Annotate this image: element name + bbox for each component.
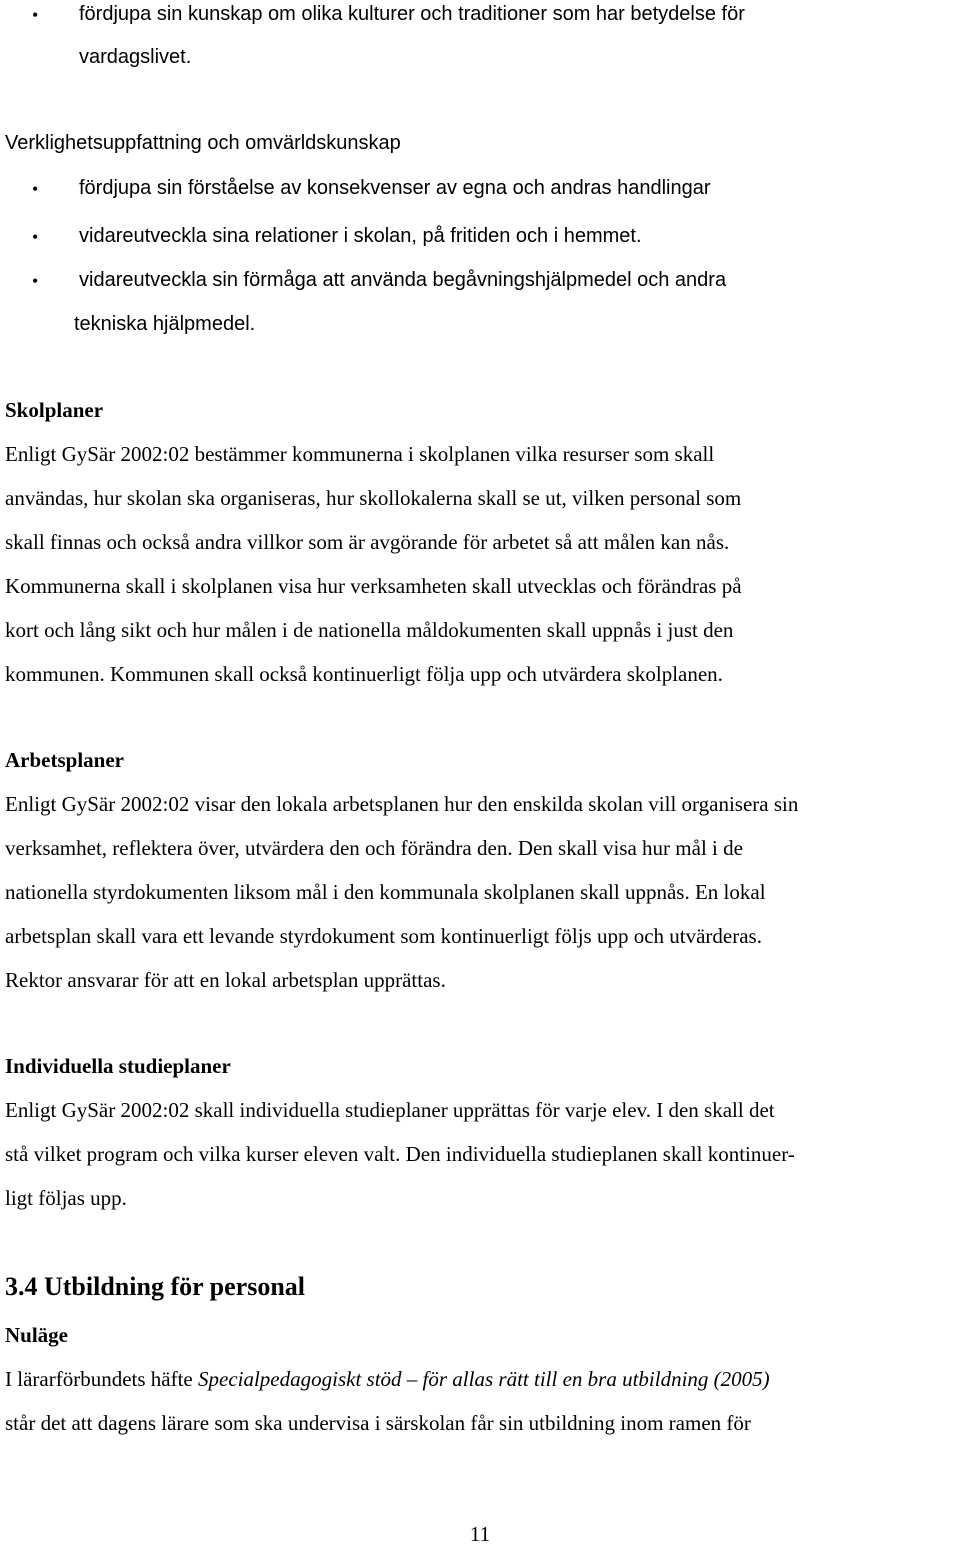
section-heading: Verklighetsuppfattning och omvärldskunskap <box>5 132 401 154</box>
section-heading: Skolplaner <box>5 398 104 422</box>
bullet-icon: • <box>32 271 39 291</box>
bullet-text: vidareutveckla sina relationer i skolan, på fritiden och i hemmet. <box>79 225 642 247</box>
bullet-text: vidareutveckla sin förmåga att använda begåvningshjälpmedel och andra <box>79 269 727 291</box>
paragraph-line: verksamhet, reflektera över, utvärdera den och förändra den. Den skall visa hur mål i de <box>5 836 743 860</box>
paragraph-line: Kommunerna skall i skolplanen visa hur verksamheten skall utvecklas och förändras på <box>5 574 742 598</box>
paragraph-line: Enligt GySär 2002:02 bestämmer kommunerna i skolplanen vilka resurser som skall <box>5 442 715 466</box>
chapter-heading: 3.4 Utbildning för personal <box>5 1272 306 1301</box>
paragraph-line: kort och lång sikt och hur målen i de nationella måldokumenten skall uppnås i just den <box>5 618 734 642</box>
bullet-text: fördjupa sin kunskap om olika kulturer och traditioner som har betydelse för <box>79 3 745 25</box>
paragraph-line: användas, hur skolan ska organiseras, hur skollokalerna skall se ut, vilken personal som <box>5 486 742 510</box>
bullet-icon: • <box>32 5 39 25</box>
section-subheading: Nuläge <box>5 1323 68 1347</box>
bullet-icon: • <box>32 179 39 199</box>
bullet-text: fördjupa sin förståelse av konsekvenser av egna och andras handlingar <box>79 177 711 199</box>
paragraph-text: I lärarförbundets häfte <box>5 1367 198 1391</box>
paragraph-line: kommunen. Kommunen skall också kontinuerligt följa upp och utvärdera skolplanen. <box>5 662 723 686</box>
section-heading: Arbetsplaner <box>5 748 124 772</box>
bullet-text-continued: vardagslivet. <box>79 46 192 68</box>
paragraph-line <box>5 1369 770 1390</box>
paragraph-line: skall finnas och också andra villkor som är avgörande för arbetet så att målen kan nås. <box>5 530 730 554</box>
paragraph-line: nationella styrdokumenten liksom mål i den kommunala skolplanen skall uppnås. En lokal <box>5 880 766 904</box>
paragraph-line: ligt följas upp. <box>5 1186 127 1210</box>
page-number: 11 <box>469 1522 491 1546</box>
paragraph-line: arbetsplan skall vara ett levande styrdokument som kontinuerligt följs upp och utvärderas. <box>5 924 762 948</box>
paragraph-line: stå vilket program och vilka kurser eleven valt. Den individuella studieplanen skall kontinuer- <box>5 1142 795 1166</box>
paragraph-line: Rektor ansvarar för att en lokal arbetsplan upprättas. <box>5 968 446 992</box>
bullet-text-continued: tekniska hjälpmedel. <box>74 313 256 335</box>
paragraph-line: Enligt GySär 2002:02 visar den lokala arbetsplanen hur den enskilda skolan vill organisera sin <box>5 792 799 816</box>
section-heading: Individuella studieplaner <box>5 1054 231 1078</box>
bullet-icon: • <box>32 227 39 247</box>
paragraph-line: Enligt GySär 2002:02 skall individuella studieplaner upprättas för varje elev. I den skall det <box>5 1098 775 1122</box>
publication-title: Specialpedagogiskt stöd – för allas rätt till en bra utbildning (2005) <box>198 1367 770 1391</box>
paragraph-line: står det att dagens lärare som ska undervisa i särskolan får sin utbildning inom ramen för <box>5 1411 751 1435</box>
